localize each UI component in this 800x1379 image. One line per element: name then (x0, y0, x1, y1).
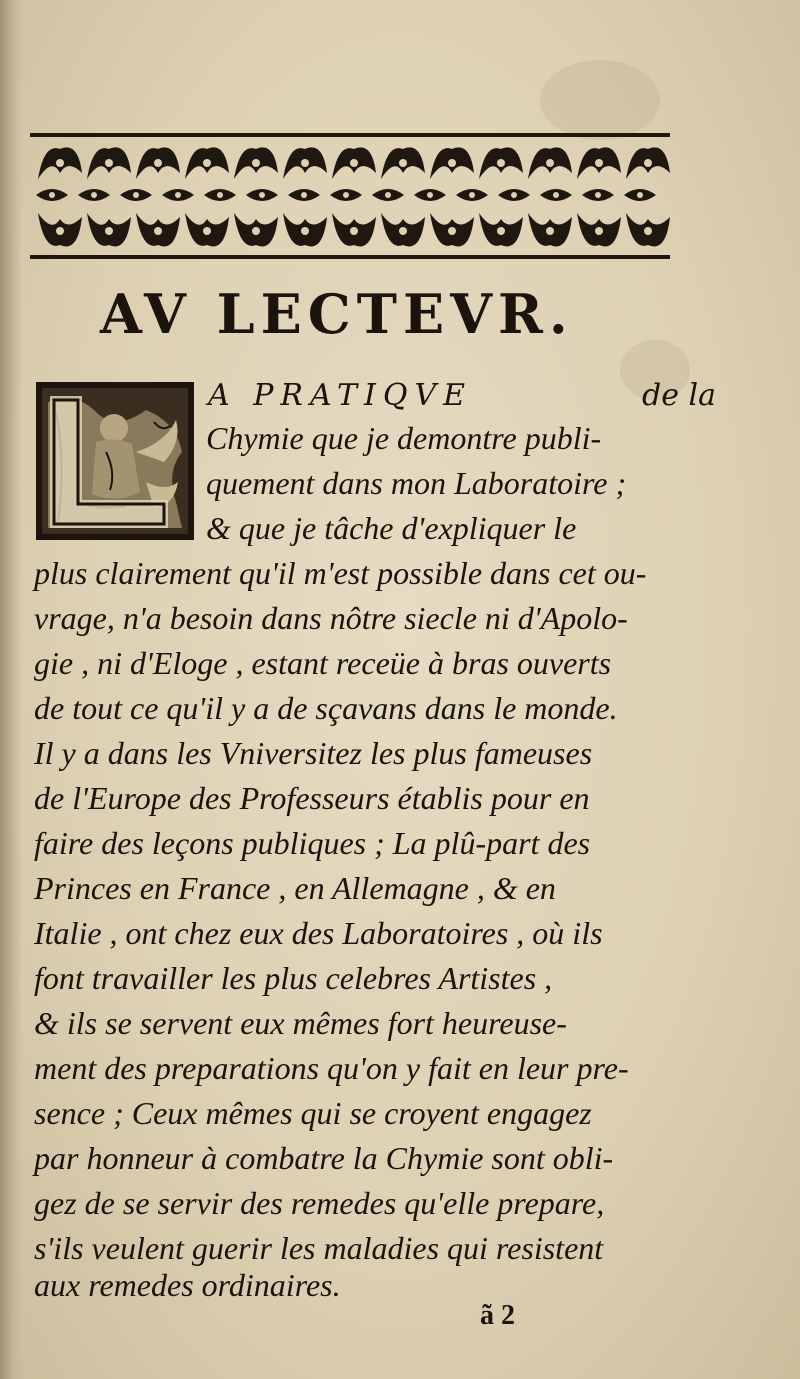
text-line: & ils se servent eux mêmes fort heureuse- (34, 1005, 567, 1041)
motif-dot (399, 159, 407, 167)
page-heading: AV LECTEVR. (100, 282, 574, 346)
text-line: ment des preparations qu'on y fait en leur pre- (34, 1050, 629, 1086)
motif-dot (546, 227, 554, 235)
ornament-bottom-row (38, 213, 670, 246)
text-line: aux remedes ordinaires. (34, 1267, 341, 1303)
motif-dot (154, 159, 162, 167)
text-line: par honneur à combatre la Chymie sont obli- (34, 1140, 614, 1176)
motif-dot (511, 192, 517, 198)
motif-dot (56, 227, 64, 235)
text-line: faire des leçons publiques ; La plû-part des (34, 825, 591, 861)
motif-dot (56, 159, 64, 167)
ornament-middle-row (36, 189, 656, 201)
text-line: de tout ce qu'il y a de sçavans dans le monde. (34, 690, 618, 726)
signature-mark: ã 2 (480, 1300, 515, 1331)
text-line: de l'Europe des Professeurs établis pour en (34, 780, 590, 816)
motif-dot (343, 192, 349, 198)
motif-dot (175, 192, 181, 198)
text-line: gie , ni d'Eloge , estant receüe à bras ouverts (34, 645, 612, 681)
motif-dot (553, 192, 559, 198)
text-line: s'ils veulent guerir les maladies qui resistent (34, 1230, 604, 1266)
motif-dot (105, 227, 113, 235)
text-line: Il y a dans les Vniversitez les plus fameuses (34, 735, 593, 771)
motif-dot (497, 159, 505, 167)
motif-dot (385, 192, 391, 198)
motif-dot (350, 159, 358, 167)
motif-dot (252, 227, 260, 235)
motif-dot (644, 227, 652, 235)
motif-dot (301, 227, 309, 235)
text-line: sence ; Ceux mêmes qui se croyent engagez (34, 1095, 592, 1131)
motif-dot (203, 159, 211, 167)
motif-dot (252, 159, 260, 167)
motif-dot (497, 227, 505, 235)
motif-dot (301, 159, 309, 167)
motif-dot (546, 159, 554, 167)
opening-tail: de la (642, 378, 717, 413)
motif-dot (350, 227, 358, 235)
motif-dot (595, 192, 601, 198)
opening-words (208, 378, 768, 413)
motif-dot (203, 227, 211, 235)
motif-dot (217, 192, 223, 198)
motif-dot (637, 192, 643, 198)
motif-dot (448, 159, 456, 167)
motif-dot (448, 227, 456, 235)
text-line: gez de se servir des remedes qu'elle prepare, (34, 1185, 605, 1221)
motif-dot (399, 227, 407, 235)
text-line: Princes en France , en Allemagne , & en (34, 870, 556, 906)
historiated-initial-L (36, 382, 194, 540)
ornamental-headpiece (30, 133, 670, 259)
motif-dot (91, 192, 97, 198)
motif-dot (133, 192, 139, 198)
text-line: vrage, n'a besoin dans nôtre siecle ni d'Apolo- (34, 600, 628, 636)
motif-dot (644, 159, 652, 167)
motif-dot (427, 192, 433, 198)
motif-dot (49, 192, 55, 198)
opening-small-caps: A PRATIQVE (208, 378, 473, 413)
text-line: Italie , ont chez eux des Laboratoires , où ils (34, 915, 603, 951)
text-line: plus clairement qu'il m'est possible dans cet ou- (34, 555, 647, 591)
paper-stain (540, 60, 660, 140)
text-line: & que je tâche d'expliquer le (206, 510, 577, 546)
text-line: Chymie que je demontre publi- (206, 420, 602, 456)
binding-gutter-shadow (0, 0, 22, 1379)
text-line: font travailler les plus celebres Artistes , (34, 960, 553, 996)
ornament-top-row (38, 147, 670, 179)
motif-dot (469, 192, 475, 198)
motif-dot (105, 159, 113, 167)
text-line: quement dans mon Laboratoire ; (206, 465, 627, 501)
motif-dot (595, 227, 603, 235)
motif-dot (259, 192, 265, 198)
motif-dot (595, 159, 603, 167)
motif-dot (301, 192, 307, 198)
motif-dot (154, 227, 162, 235)
